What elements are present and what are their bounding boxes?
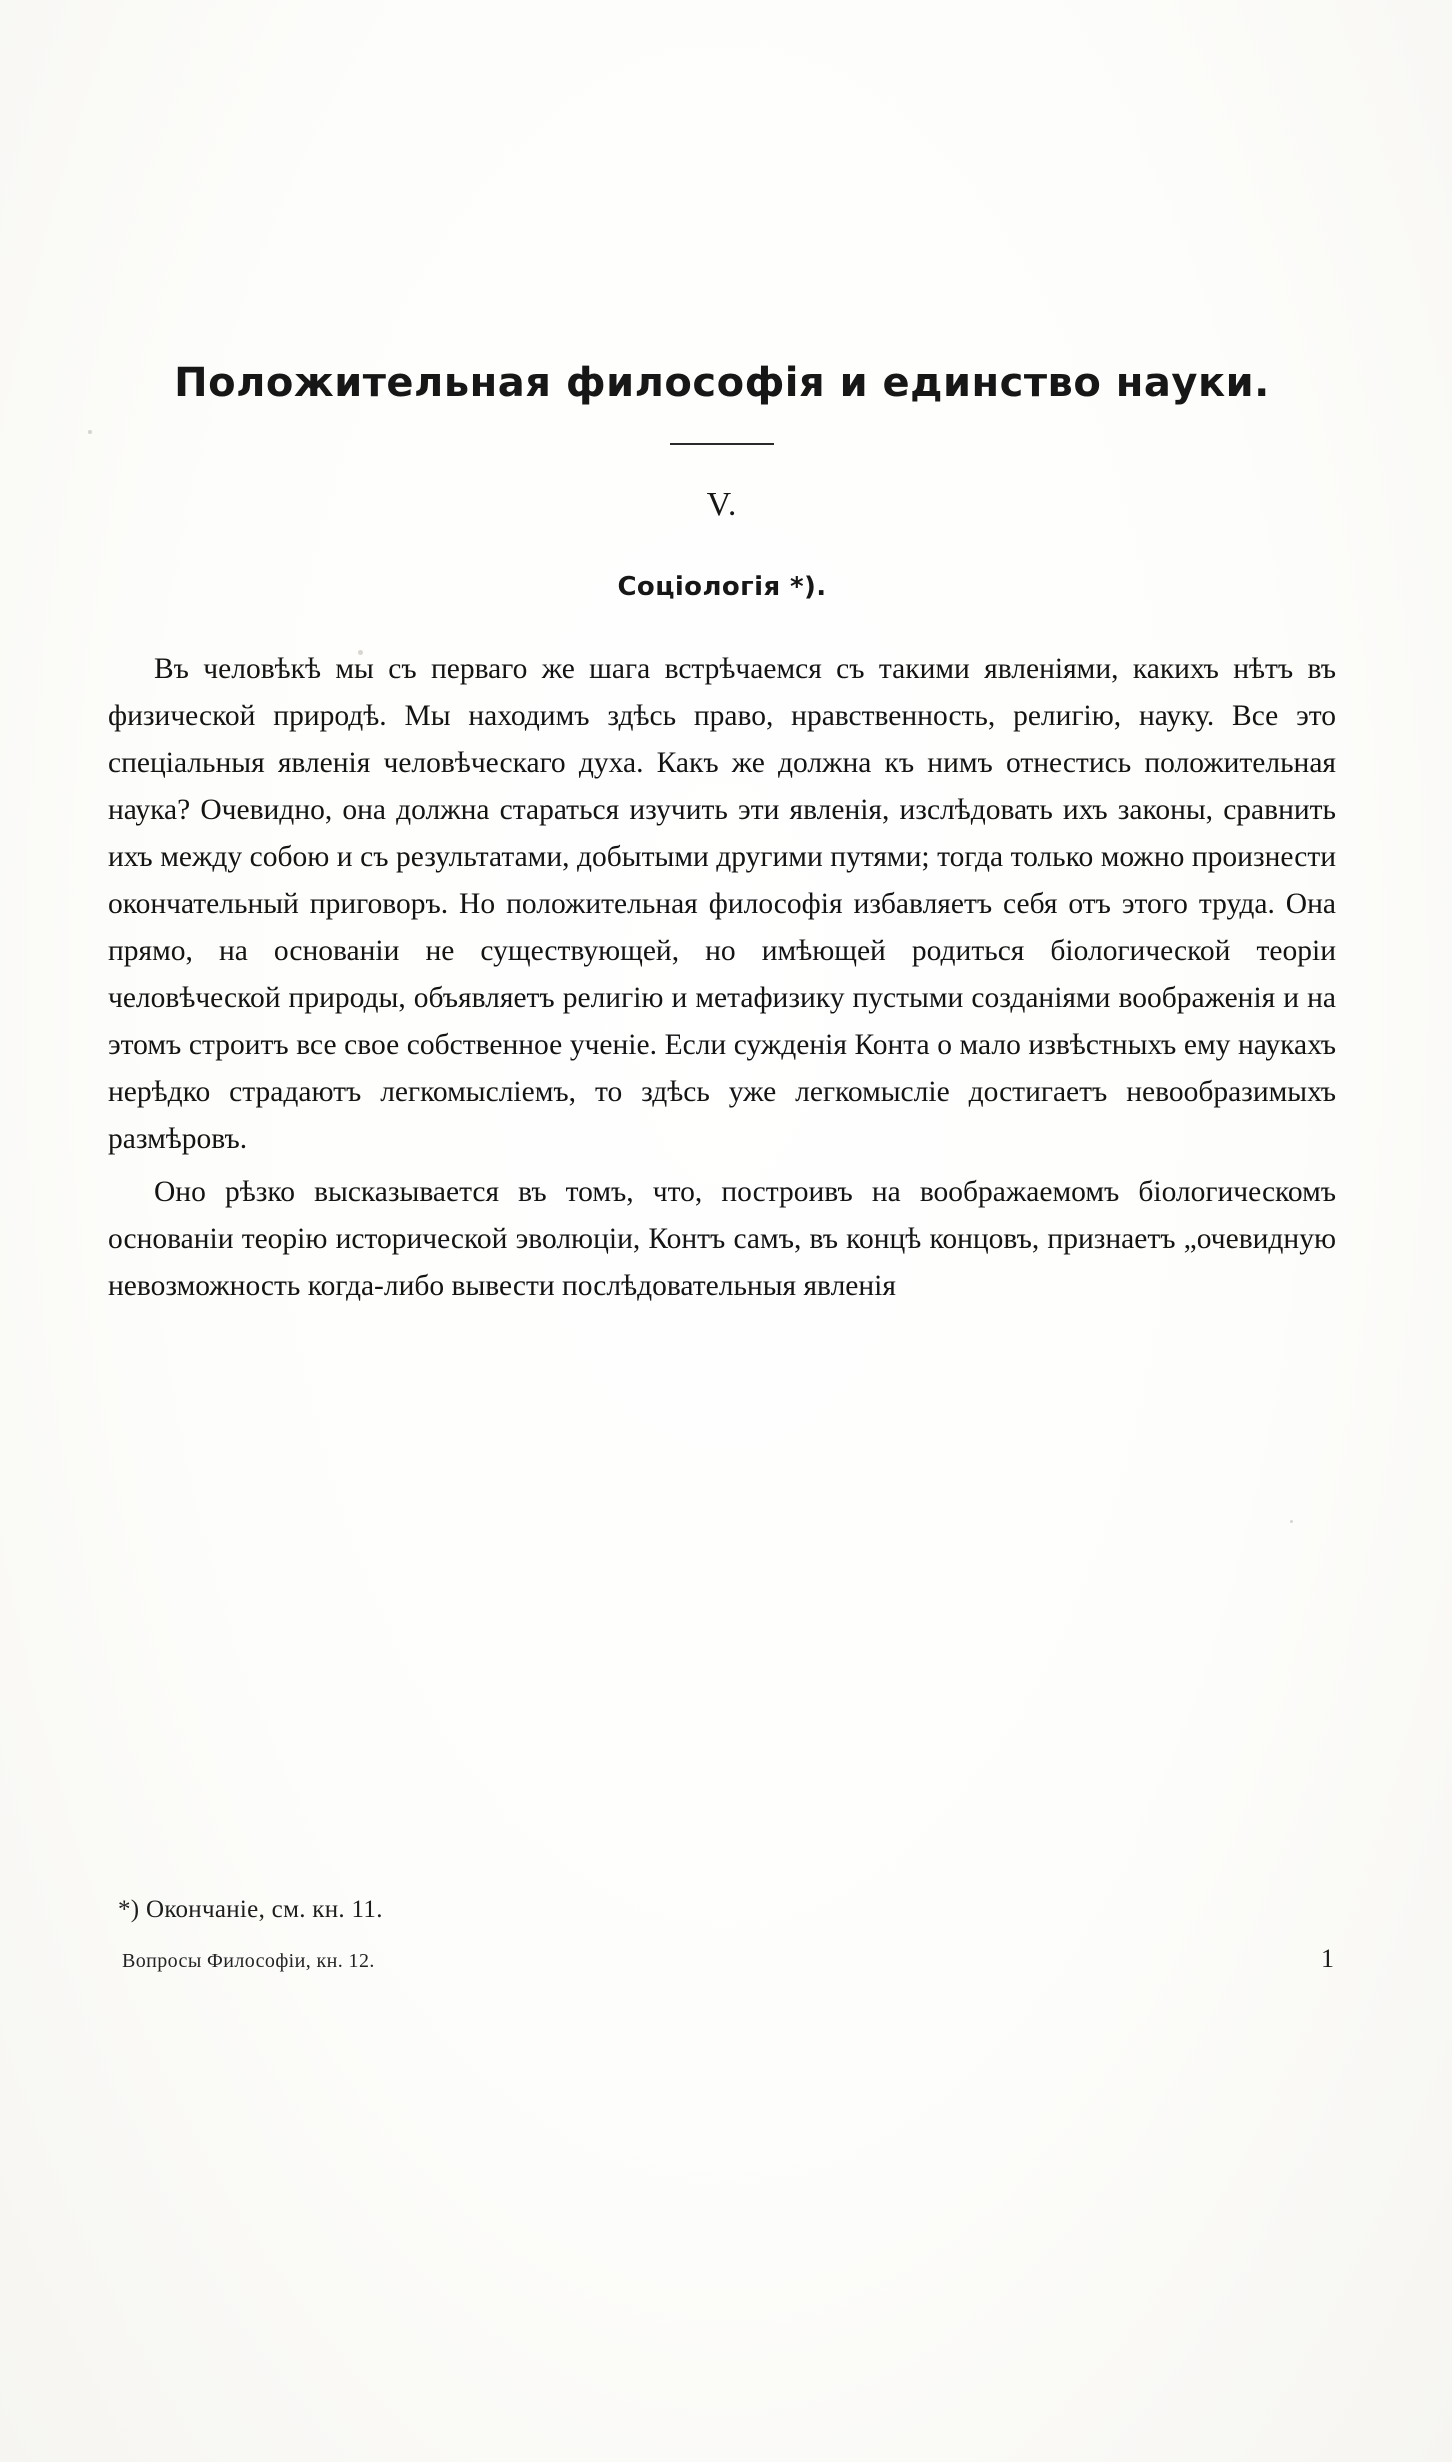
body-text [108,646,1336,1310]
colophon: Вопросы Философіи, кн. 12. [122,1950,375,1972]
paragraph-1: Въ человѣкѣ мы съ перваго же шага встрѣчаемся съ такими явленіями, какихъ нѣтъ въ физической природѣ. Мы находимъ здѣсь право, нравственность, религію, науку. Все это спеціальныя явленія человѣческаго духа. Какъ же должна къ нимъ отнестись положительная наука? Очевидно, она должна стараться изучить эти явленія, изслѣдовать ихъ законы, сравнить ихъ между собою и съ результатами, добытыми другими путями; тогда только можно произнести окончательный приговоръ. Но положительная философія избавляетъ себя отъ этого труда. Она прямо, на основаніи не существующей, но имѣющей родиться біологической теоріи человѣческой природы, объявляетъ религію и метафизику пустыми созданіями воображенія и на этомъ строитъ все свое собственное ученіе. Если сужденія Конта о мало извѣстныхъ ему наукахъ нерѣдко страдаютъ легкомысліемъ, то здѣсь уже легкомысліе достигаетъ невообразимыхъ размѣровъ. [108,653,1336,1155]
page-number: 1 [1321,1944,1334,1973]
horizontal-rule [670,443,774,445]
page-title: Положительная философія и единство науки. [174,360,1270,406]
page-content [108,360,1336,1310]
paragraph-2: Оно рѣзко высказывается въ томъ, что, построивъ на воображаемомъ біологическомъ основаніи теорію исторической эволюціи, Контъ самъ, въ концѣ концовъ, признаетъ „очевидную невозможность когда-либо вывести послѣдовательныя явленія [108,1176,1336,1302]
section-number: V. [706,486,738,523]
title-divider [108,432,1336,450]
paper-speck [88,430,92,434]
footnote: *) Окончаніе, см. кн. 11. [118,1896,383,1923]
paper-speck [1290,1520,1293,1523]
section-subtitle: Соціологія *). [617,572,827,602]
